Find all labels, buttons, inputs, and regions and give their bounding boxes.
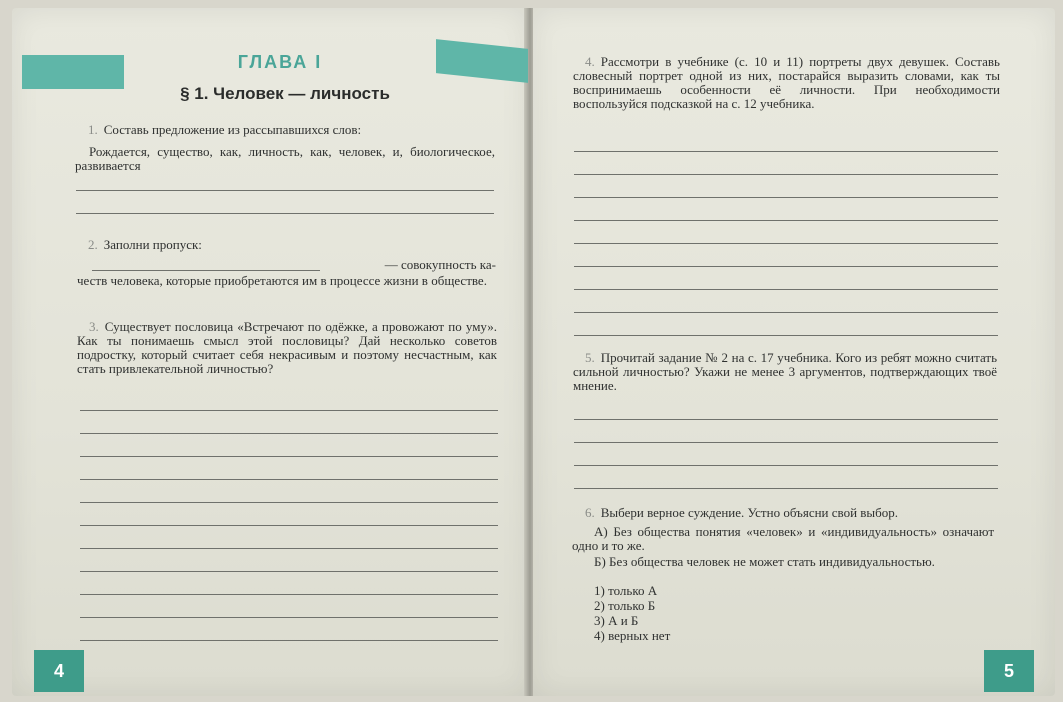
task2-number: 2. (88, 237, 98, 252)
answer-line[interactable] (574, 442, 998, 443)
answer-line[interactable] (80, 479, 498, 480)
answer-line[interactable] (80, 410, 498, 411)
answer-option-1: 1) только А (594, 583, 658, 598)
answer-line[interactable] (80, 594, 498, 595)
answer-line[interactable] (80, 456, 498, 457)
fill-blank[interactable] (92, 258, 320, 271)
answer-line[interactable] (80, 433, 498, 434)
task2-continuation: честв человека, которые приобретаются им в процессе жизни в обществе. (77, 273, 487, 288)
task2-after-blank: — совокупность ка- (384, 257, 496, 272)
task5-number: 5. (585, 350, 595, 365)
task4-body: Рассмотри в учебнике (с. 10 и 11) портреты двух девушек. Составь словесный портрет одной из них, постарайся выразить словами, как ты воспринимаешь особенности её личности. При необходимости воспользуйся подсказкой на с. 12 учебника. (573, 54, 1000, 111)
answer-line[interactable] (574, 174, 998, 175)
task6-prompt (585, 506, 997, 520)
page-number-left: 4 (34, 650, 84, 692)
task1-words: Рождается, существо, как, личность, как, человек, и, биологическое, развивается (75, 144, 495, 173)
answer-line[interactable] (574, 419, 998, 420)
answer-line[interactable] (80, 571, 498, 572)
answer-line[interactable] (80, 640, 498, 641)
answer-line[interactable] (574, 151, 998, 152)
answer-line[interactable] (80, 617, 498, 618)
task2-prompt-text: Заполни пропуск: (103, 237, 202, 252)
task5-text (573, 351, 997, 393)
answer-line[interactable] (574, 266, 998, 267)
answer-line[interactable] (76, 190, 494, 191)
answer-line[interactable] (574, 243, 998, 244)
answer-option-3: 3) А и Б (594, 613, 639, 628)
answer-line[interactable] (574, 465, 998, 466)
answer-line[interactable] (574, 197, 998, 198)
task4-number: 4. (585, 54, 595, 69)
task6-statement-a: А) Без общества понятия «человек» и «индивидуальность» означают одно и то же. (572, 524, 994, 553)
task1-prompt-text: Составь предложение из рассыпавшихся слов: (103, 122, 362, 137)
task6-statement-b: Б) Без общества человек не может стать индивидуальностью. (594, 554, 935, 569)
task2-prompt (88, 238, 488, 252)
task1-number: 1. (88, 122, 98, 137)
task5-body: Прочитай задание № 2 на с. 17 учебника. Кого из ребят можно считать сильной личностью? Укажи не менее 3 аргументов, подтверждающих твоё мнение. (573, 350, 997, 393)
task1-prompt (88, 123, 488, 137)
answer-line[interactable] (574, 312, 998, 313)
answer-line[interactable] (574, 488, 998, 489)
chapter-title: ГЛАВА I (237, 52, 323, 72)
task6-prompt-text: Выбери верное суждение. Устно объясни свой выбор. (600, 505, 899, 520)
page-number-right: 5 (984, 650, 1034, 692)
task3-text (77, 320, 497, 376)
section-title: § 1. Человек — личность (180, 84, 390, 103)
answer-line[interactable] (574, 220, 998, 221)
answer-line[interactable] (574, 289, 998, 290)
answer-option-4: 4) верных нет (594, 628, 671, 643)
task4-text (573, 55, 1000, 111)
answer-line[interactable] (80, 525, 498, 526)
task2-fill-line (92, 258, 496, 274)
answer-line[interactable] (76, 213, 494, 214)
answer-option-2: 2) только Б (594, 598, 656, 613)
answer-line[interactable] (80, 502, 498, 503)
answer-line[interactable] (80, 548, 498, 549)
task3-number: 3. (89, 319, 99, 334)
chapter-accent-band-left (22, 55, 124, 89)
task3-body: Существует пословица «Встречают по одёжке, а провожают по уму». Как ты понимаешь смысл этой пословицы? Дай несколько советов подростку, который считает себя некрасивым и поэтому несчастным, как стать привлекательной личностью? (77, 319, 497, 376)
task6-number: 6. (585, 505, 595, 520)
answer-line[interactable] (574, 335, 998, 336)
